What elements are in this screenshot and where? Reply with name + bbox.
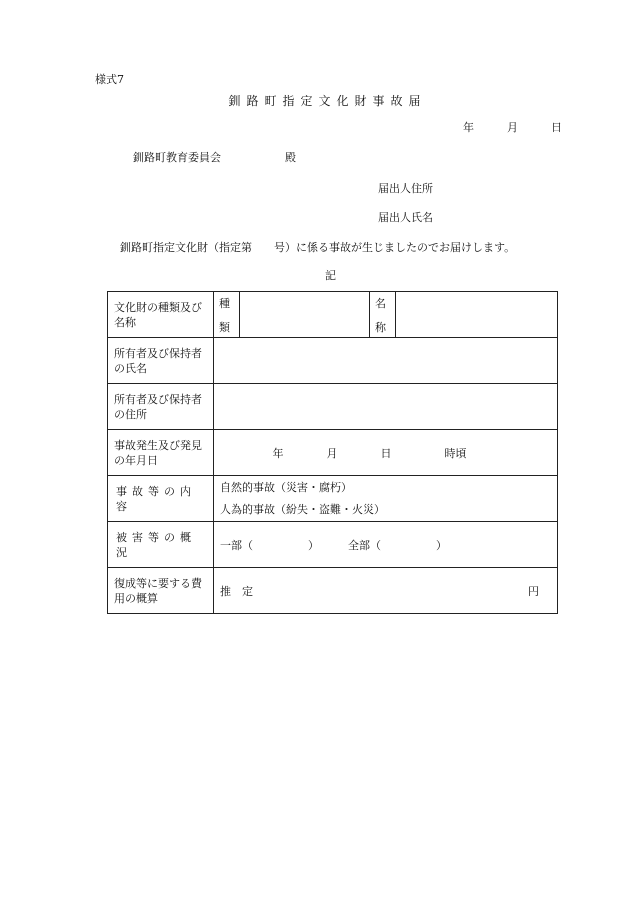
damage-total: 全部（ ） xyxy=(348,538,447,552)
label-owner-address: 所有者及び保持者の住所 xyxy=(108,384,214,430)
accident-date-cell[interactable] xyxy=(214,430,558,476)
table-row xyxy=(108,476,558,522)
human-accident: 人為的事故（紛失・盗難・火災） xyxy=(220,502,385,516)
table-row xyxy=(108,430,558,476)
cost-yen: 円 xyxy=(528,584,539,598)
kind-top: 種 xyxy=(219,296,230,310)
honorific: 殿 xyxy=(285,151,296,164)
date-month: 月 xyxy=(507,121,518,134)
date-day: 日 xyxy=(551,121,562,134)
accident-time: 時頃 xyxy=(444,446,467,460)
kind-label-cell xyxy=(214,292,240,338)
label-damage-overview: 被害等の概況 xyxy=(108,522,214,568)
date-year: 年 xyxy=(463,121,474,134)
table-row xyxy=(108,522,558,568)
name-input-cell[interactable] xyxy=(396,292,558,338)
accident-month: 月 xyxy=(326,446,338,460)
document-title: 釧路町指定文化財事故届 xyxy=(228,94,427,108)
label-accident-content: 事故等の内容 xyxy=(108,476,214,522)
ki-heading: 記 xyxy=(325,269,336,282)
damage-overview-cell[interactable] xyxy=(214,522,558,568)
label-cultural-property: 文化財の種類及び名称 xyxy=(108,292,214,338)
accident-day: 日 xyxy=(380,446,392,460)
statement: 釧路町指定文化財（指定第 号）に係る事故が生じましたのでお届けします。 xyxy=(120,241,516,254)
owner-address-cell[interactable] xyxy=(214,384,558,430)
damage-partial: 一部（ ） xyxy=(220,538,319,552)
table-row xyxy=(108,568,558,614)
notifier-name-label: 届出人氏名 xyxy=(378,211,433,224)
owner-name-cell[interactable] xyxy=(214,338,558,384)
accident-content-cell[interactable] xyxy=(214,476,558,522)
restoration-cost-cell[interactable] xyxy=(214,568,558,614)
date-line xyxy=(463,119,562,135)
accident-year: 年 xyxy=(272,446,284,460)
table-row xyxy=(108,384,558,430)
label-owner-name: 所有者及び保持者の氏名 xyxy=(108,338,214,384)
name-label-cell xyxy=(370,292,396,338)
kind-input-cell[interactable] xyxy=(240,292,370,338)
natural-accident: 自然的事故（災害・腐朽） xyxy=(220,480,352,494)
addressee: 釧路町教育委員会 xyxy=(133,151,221,164)
label-accident-date: 事故発生及び発見の年月日 xyxy=(108,430,214,476)
cost-estimate: 推 定 xyxy=(220,584,253,598)
accident-form-table xyxy=(107,291,558,614)
name-top: 名 xyxy=(375,296,386,310)
form-number: 様式7 xyxy=(95,73,124,86)
name-bottom: 称 xyxy=(375,320,386,334)
table-row xyxy=(108,292,558,338)
kind-bottom: 類 xyxy=(219,320,230,334)
table-row xyxy=(108,338,558,384)
notifier-address-label: 届出人住所 xyxy=(378,182,433,195)
label-restoration-cost: 復成等に要する費用の概算 xyxy=(108,568,214,614)
